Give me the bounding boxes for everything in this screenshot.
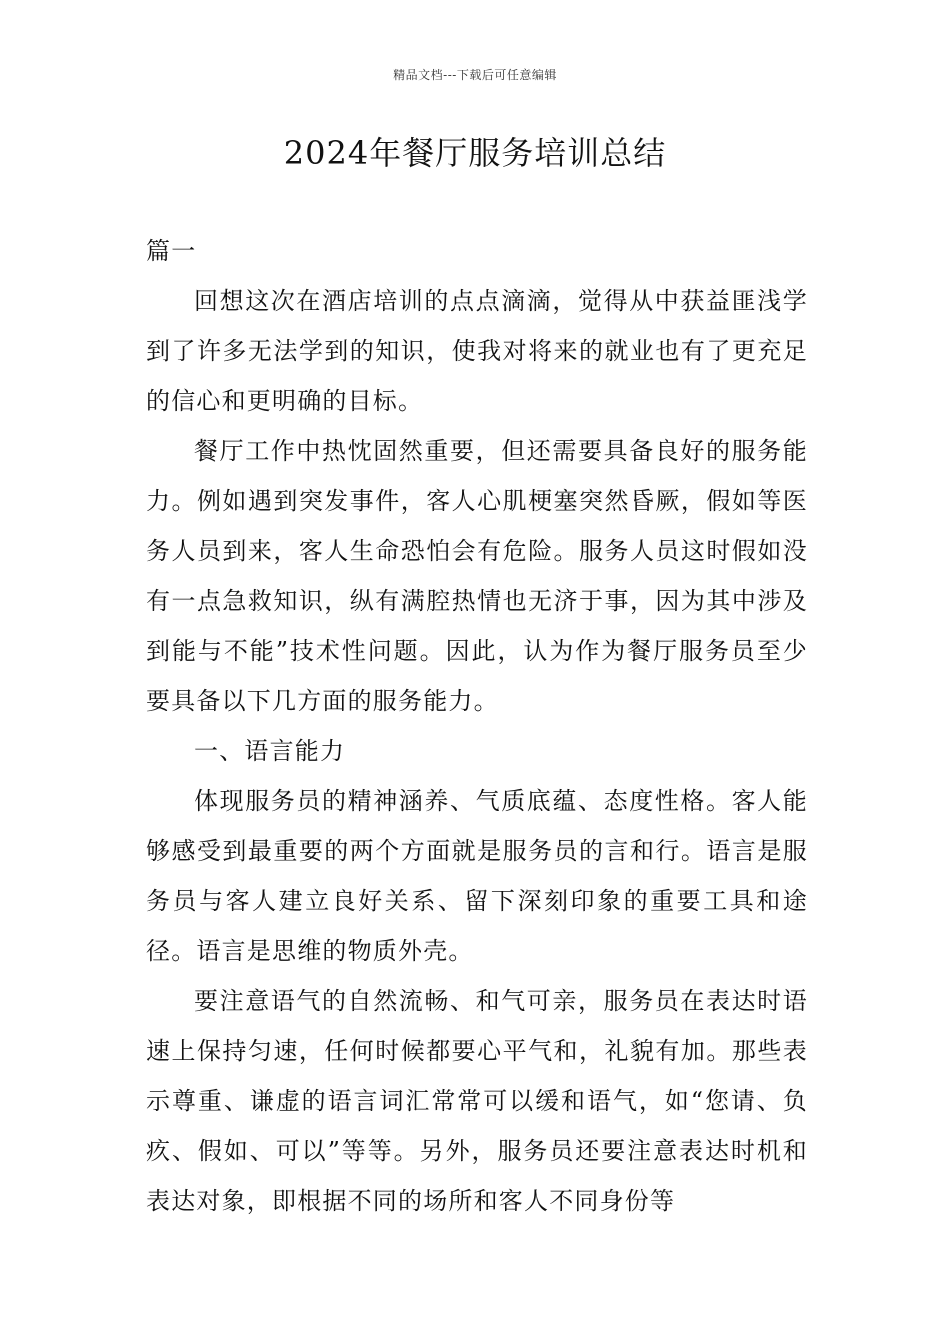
paragraph: 餐厅工作中热忱固然重要，但还需要具备良好的服务能力。例如遇到突发事件，客人心肌梗塞突然昏厥，假如等医务人员到来，客人生命恐怕会有危险。服务人员这时假如没有一点急救知识，纵有满腔热情也无济于事，因为其中涉及到能与不能”技术性问题。因此，认为作为餐厅服务员至少要具备以下几方面的服务能力。 bbox=[146, 437, 808, 715]
section-label: 篇一 bbox=[146, 237, 197, 265]
header-note: 精品文档---下载后可任意编辑 bbox=[393, 68, 557, 82]
document-body bbox=[146, 226, 808, 1226]
paragraph: 要注意语气的自然流畅、和气可亲，服务员在表达时语速上保持匀速，任何时候都要心平气和，礼貌有加。那些表示尊重、谦虚的语言词汇常常可以缓和语气，如“您请、负疚、假如、可以”等等。另外，服务员还要注意表达时机和表达对象，即根据不同的场所和客人不同身份等 bbox=[146, 987, 808, 1215]
document-title: 2024年餐厅服务培训总结 bbox=[283, 134, 667, 172]
section-heading: 一、语言能力 bbox=[194, 737, 346, 765]
paragraph: 回想这次在酒店培训的点点滴滴，觉得从中获益匪浅学到了许多无法学到的知识，使我对将来的就业也有了更充足的信心和更明确的目标。 bbox=[146, 287, 808, 415]
paragraph: 体现服务员的精神涵养、气质底蕴、态度性格。客人能够感受到最重要的两个方面就是服务员的言和行。语言是服务员与客人建立良好关系、留下深刻印象的重要工具和途径。语言是思维的物质外壳。 bbox=[146, 787, 808, 965]
